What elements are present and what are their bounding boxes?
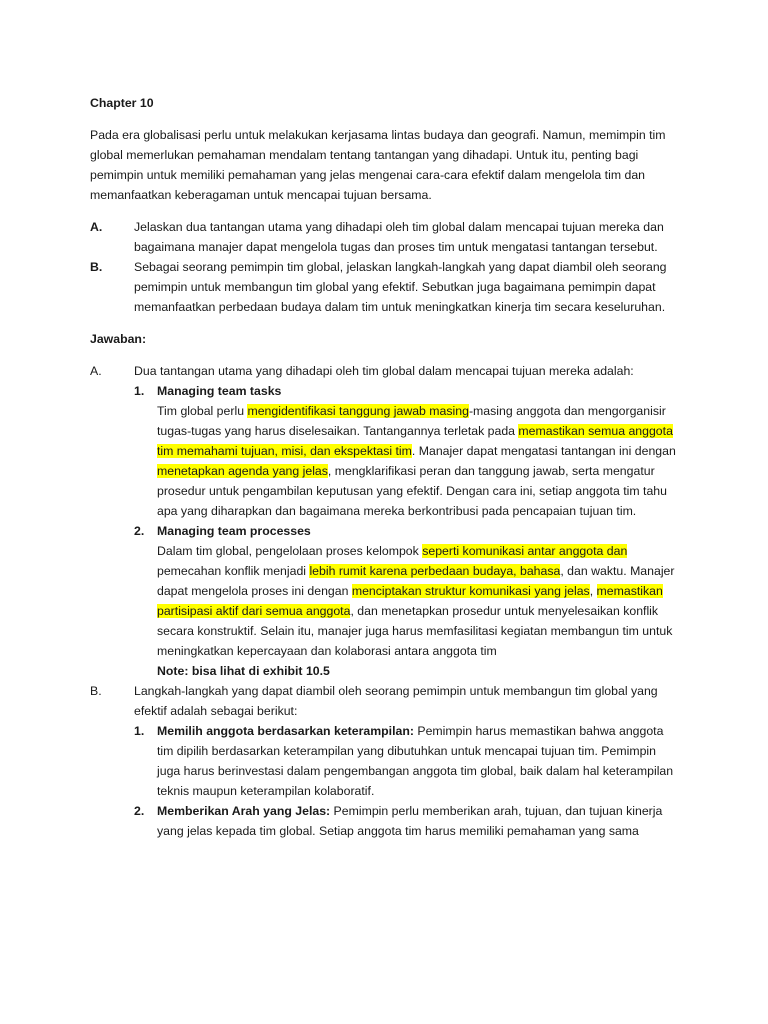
text-run: pemecahan konflik menjadi [157,564,310,578]
list-item [134,801,682,841]
answer-a-list [134,381,682,681]
item-number: 1. [134,724,145,738]
answer-heading: Jawaban: [90,332,147,346]
question-text: Jelaskan dua tantangan utama yang dihadapi oleh tim global dalam mencapai tujuan mereka dan bagaimana manajer dapat mengelola tugas dan proses tim untuk mengatasi tantangan tersebut. [134,220,664,254]
list-item [134,381,682,521]
item-body: Pemimpin perlu memberikan arah, tujuan, dan tujuan kinerja yang jelas kepada tim global. Setiap anggota tim harus memiliki pemahaman yang sama [157,804,663,838]
answer-marker: B. [90,684,102,698]
list-item [134,721,682,801]
answer-b-list [134,721,682,841]
intro-paragraph: Pada era globalisasi perlu untuk melakukan kerjasama lintas budaya dan geografi. Namun, memimpin tim global memerlukan pemahaman mendalam tentang tantangan yang dihadapi. Untuk itu, penting bagi pemimpin untuk memiliki pemahaman yang jelas mengenai cara-cara efektif dalam mengelola tim dan memanfaatkan keberagaman untuk mencapai tujuan bersama. [90,128,666,202]
highlighted-text: memastikan partisipasi aktif dari semua anggota [157,584,663,618]
text-run: . Manajer dapat mengatasi tantangan ini dengan [411,444,676,458]
highlighted-text: seperti komunikasi antar anggota dan [422,544,628,558]
answer-intro: Dua tantangan utama yang dihadapi oleh tim global dalam mencapai tujuan mereka adalah: [134,364,634,378]
item-text [157,401,682,521]
text-run: Tim global perlu [157,404,248,418]
text-run: , dan waktu. Manajer dapat mengelola proses ini dengan [157,564,675,598]
highlighted-text: menetapkan agenda yang jelas [157,464,328,478]
question-b [90,257,682,317]
document-content [90,93,682,841]
question-marker: B. [90,260,103,274]
item-text [157,721,682,801]
answer-intro: Langkah-langkah yang dapat diambil oleh seorang pemimpin untuk membangun tim global yang efektif adalah sebagai berikut: [134,684,658,718]
item-lead: Memberikan Arah yang Jelas: [157,804,331,818]
item-number: 2. [134,524,145,538]
list-item [134,521,682,681]
item-body: Pemimpin harus memastikan bahwa anggota tim dipilih berdasarkan keterampilan yang dibutuhkan untuk mencapai tujuan tim. Pemimpin juga harus berinvestasi dalam pengembangan anggota tim global, baik dalam hal keterampilan teknis maupun keterampilan kolaboratif. [157,724,674,798]
text-run: , mengklarifikasi peran dan tanggung jawab, serta mengatur prosedur untuk pengambilan keputusan yang efektif. Dengan cara ini, setiap anggota tim tahu apa yang diharapkan dan bagaimana mereka berkontribusi pada pencapaian tujuan tim. [157,464,667,518]
item-title: Managing team processes [157,524,311,538]
text-run: , dan menetapkan prosedur untuk menyelesaikan konflik secara konstruktif. Selain itu, manajer juga harus memfasilitasi kegiatan membangun tim untuk meningkatkan kepercayaan dan kolaborasi antara anggota tim [157,604,673,658]
question-a [90,217,682,257]
answer-b [90,681,682,721]
item-number: 2. [134,804,145,818]
text-run: Dalam tim global, pengelolaan proses kelompok [157,544,423,558]
item-text [157,541,682,661]
question-text: Sebagai seorang pemimpin tim global, jelaskan langkah-langkah yang dapat diambil oleh seorang pemimpin untuk membangun tim global yang efektif. Sebutkan juga bagaimana pemimpin dapat memanfaatkan perbedaan budaya dalam tim untuk meningkatkan kinerja tim secara keseluruhan. [134,260,667,314]
item-title: Managing team tasks [157,384,282,398]
highlighted-text: menciptakan struktur komunikasi yang jelas [351,584,590,598]
highlighted-text: mengidentifikasi tanggung jawab masing [247,404,469,418]
text-run: -masing anggota dan mengorganisir tugas-tugas yang harus diselesaikan. Tantangannya terletak pada [157,404,666,438]
question-marker: A. [90,220,103,234]
chapter-title: Chapter 10 [90,96,154,110]
exhibit-note: Note: bisa lihat di exhibit 10.5 [157,664,330,678]
item-lead: Memilih anggota berdasarkan keterampilan: [157,724,414,738]
item-number: 1. [134,384,145,398]
answer-marker: A. [90,364,102,378]
text-run: , [589,584,597,598]
highlighted-text: lebih rumit karena perbedaan budaya, bahasa [309,564,561,578]
highlighted-text: memastikan semua anggota tim memahami tujuan, misi, dan ekspektasi tim [157,424,673,458]
answer-a [90,361,682,381]
item-text [157,801,682,841]
